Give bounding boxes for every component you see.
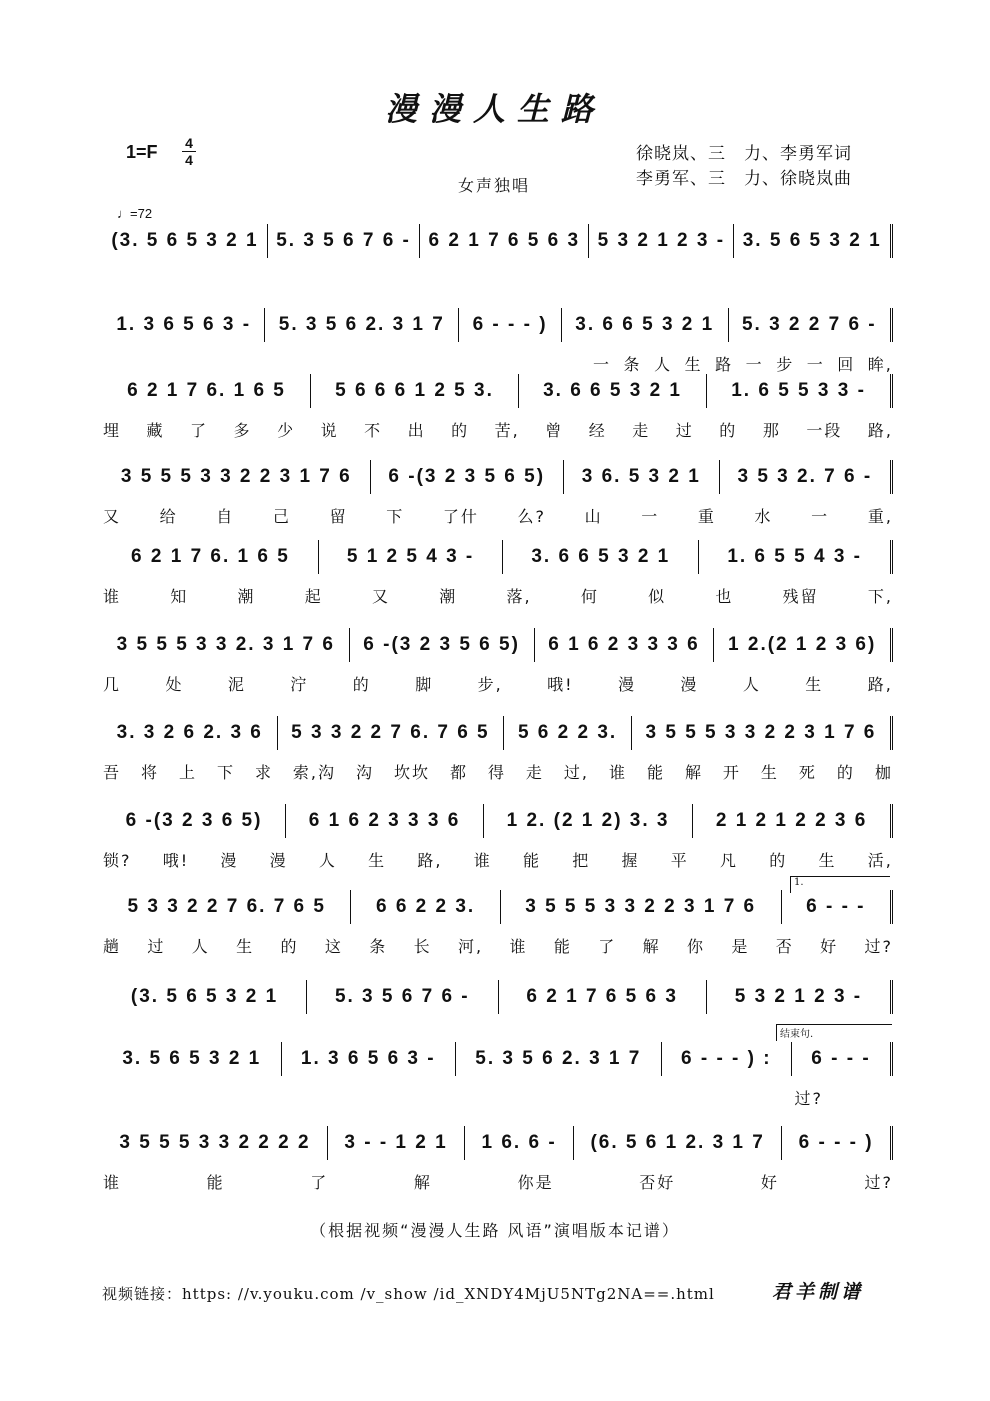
footnote: （根据视频“漫漫人生路 风语”演唱版本记谱） (310, 1221, 680, 1240)
notation-line (103, 226, 893, 256)
measure: 1 6. 6 - (465, 1126, 574, 1160)
lyric-syllable: 生 (368, 851, 387, 870)
lyric-syllable: 上 (178, 763, 197, 782)
lyric-line (103, 848, 893, 870)
lyric-syllable: 是 (731, 937, 750, 956)
lyric-syllable: 留 (329, 507, 348, 526)
lyric-syllable: 你是 (517, 1173, 554, 1192)
lyric-syllable: 己 (272, 507, 291, 526)
measure: 3. 5 6 5 3 2 1 (734, 224, 893, 258)
lyric-syllable: 步, (477, 675, 503, 694)
lyric-syllable: 少 (277, 421, 296, 440)
notation-line (103, 806, 893, 836)
lyric-syllable: 谁 (473, 851, 492, 870)
measure: 6 6 2 2 3. (351, 890, 500, 924)
lyric-syllable: 了 (598, 937, 617, 956)
measure: 1. 6 5 5 4 3 - (699, 540, 893, 574)
lyric-syllable: 出 (407, 421, 426, 440)
lyric-syllable: 解 (413, 1173, 432, 1192)
measure: 6 -(3 2 3 5 6 5) (350, 628, 535, 662)
lyric-syllable: 能 (522, 851, 541, 870)
lyric-syllable: 将 (140, 763, 159, 782)
lyric-syllable: 重, (867, 507, 893, 526)
measure: 6 2 1 7 6. 1 6 5 (103, 374, 311, 408)
lyric-syllable: 一 (806, 355, 825, 374)
staff-system (103, 376, 893, 440)
lyric-syllable: 否好 (639, 1173, 676, 1192)
lyric-line (103, 418, 893, 440)
lyric-syllable: 了什 (442, 507, 479, 526)
staff-system (103, 1044, 893, 1108)
lyric-syllable: 泞 (290, 675, 309, 694)
measure: 5 6 2 2 3. (504, 716, 632, 750)
measure: 6 2 1 7 6 5 6 3 (420, 224, 589, 258)
lyric-syllable: 苦, (494, 421, 520, 440)
lyric-syllable: 凡 (719, 851, 738, 870)
lyric-syllable: 的 (719, 421, 738, 440)
measure: 6 - - - ) : (662, 1042, 792, 1076)
lyric-syllable: 了 (310, 1173, 329, 1192)
time-signature-top: 4 (185, 135, 193, 151)
lyric-syllable: 谁 (103, 1173, 122, 1192)
staff-system (103, 226, 893, 286)
lyric-syllable: 下 (386, 507, 405, 526)
lyric-line (103, 760, 893, 782)
measure: 5. 3 2 2 7 6 - (729, 308, 893, 342)
lyric-line (103, 352, 893, 374)
lyric-syllable: 一 (745, 355, 764, 374)
lyric-syllable: 把 (572, 851, 591, 870)
tempo-marking: ♩=72 (117, 206, 153, 221)
lyric-line (103, 672, 893, 694)
lyric-syllable: 能 (206, 1173, 225, 1192)
lyric-syllable: 你 (686, 937, 705, 956)
final-ending-label: 结束句. (776, 1024, 892, 1041)
lyric-syllable: 何 (580, 587, 599, 606)
lyric-syllable: 过? (794, 1089, 823, 1108)
lyric-syllable: 么? (517, 507, 546, 526)
lyric-syllable: 走 (632, 421, 651, 440)
measure: 5 3 2 1 2 3 - (589, 224, 734, 258)
lyric-syllable: 一段 (806, 421, 843, 440)
measure: 3. 6 6 5 3 2 1 (562, 308, 729, 342)
lyric-syllable: 了 (190, 421, 209, 440)
lyric-syllable: 几 (103, 675, 122, 694)
lyric-syllable: 过 (147, 937, 166, 956)
lyric-syllable: 条 (369, 937, 388, 956)
lyric-syllable: 坎坎 (393, 763, 430, 782)
staff-system (103, 542, 893, 606)
lyric-syllable: 漫 (617, 675, 636, 694)
key-signature: 1=F (126, 142, 158, 162)
measure: 1 2. (2 1 2) 3. 3 (484, 804, 693, 838)
measure: 5. 3 5 6 7 6 - (307, 980, 498, 1014)
lyric-syllable: 好 (760, 1173, 779, 1192)
lyric-syllable: 山 (584, 507, 603, 526)
lyric-syllable: 这 (324, 937, 343, 956)
staff-system (103, 718, 893, 782)
lyric-syllable: 脚 (415, 675, 434, 694)
lyric-syllable: 路 (715, 355, 734, 374)
measure: 3 5 5 5 3 3 2 2 3 1 7 6 (632, 716, 893, 750)
lyric-syllable: 说 (320, 421, 339, 440)
measure: 5 3 2 1 2 3 - (707, 980, 893, 1014)
lyric-syllable: 回 (837, 355, 856, 374)
lyric-syllable: 一 (641, 507, 660, 526)
staff-system (103, 630, 893, 694)
measure: 6 2 1 7 6 5 6 3 (499, 980, 707, 1014)
lyric-syllable: 一 (593, 355, 612, 374)
lyric-syllable: 解 (684, 763, 703, 782)
lyric-syllable: 一 (811, 507, 830, 526)
lyric-syllable: 生 (805, 675, 824, 694)
notation-line (103, 1044, 893, 1074)
lyric-syllable: 条 (623, 355, 642, 374)
lyric-syllable: 的 (836, 763, 855, 782)
lyric-line (103, 584, 893, 606)
lyric-syllable: 能 (553, 937, 572, 956)
lyric-syllable: 知 (170, 587, 189, 606)
arranger-stamp: 君羊制谱 (772, 1281, 865, 1303)
measure: 5 1 2 5 4 3 - (319, 540, 503, 574)
lyric-syllable: 的 (451, 421, 470, 440)
measure: 3. 6 6 5 3 2 1 (519, 374, 707, 408)
lyric-syllable: 生 (818, 851, 837, 870)
measure: 3. 6 6 5 3 2 1 (503, 540, 699, 574)
measure: 5. 3 5 6 2. 3 1 7 (456, 1042, 662, 1076)
lyric-syllable: 潮 (237, 587, 256, 606)
measure: 6 -(3 2 3 6 5) (103, 804, 286, 838)
lyric-syllable: 人 (318, 851, 337, 870)
lyric-syllable: 埋 (103, 421, 122, 440)
lyric-syllable: 长 (413, 937, 432, 956)
lyric-syllable: 藏 (146, 421, 165, 440)
lyric-syllable: 漫 (269, 851, 288, 870)
lyric-syllable: 泥 (227, 675, 246, 694)
lyric-line (103, 504, 893, 526)
measure: 5. 3 5 6 7 6 - (268, 224, 420, 258)
lyric-syllable: 的 (769, 851, 788, 870)
lyric-syllable: 锁? (103, 851, 132, 870)
lyric-syllable: 自 (216, 507, 235, 526)
lyric-syllable: 重 (697, 507, 716, 526)
lyric-syllable: 枷 (874, 763, 893, 782)
lyric-syllable: 过, (563, 763, 589, 782)
measure: 6 -(3 2 3 5 6 5) (371, 460, 564, 494)
song-title: 漫漫人生路 (384, 90, 605, 128)
lyric-syllable: 开 (722, 763, 741, 782)
measure: 3 5 5 5 3 3 2 2 3 1 7 6 (501, 890, 782, 924)
lyric-syllable: 下 (216, 763, 235, 782)
lyric-syllable: 多 (233, 421, 252, 440)
measure: 1. 3 6 5 6 3 - (282, 1042, 456, 1076)
staff-system (103, 806, 893, 870)
lyric-syllable: 谁 (103, 587, 122, 606)
notation-line (103, 310, 893, 340)
lyric-syllable: 漫 (680, 675, 699, 694)
measure: 3 5 5 5 3 3 2 2 2 2 (103, 1126, 328, 1160)
lyric-line (103, 934, 893, 956)
lyric-syllable: 人 (654, 355, 673, 374)
lyric-syllable: 似 (648, 587, 667, 606)
lyric-syllable: 的 (280, 937, 299, 956)
notation-line (103, 892, 893, 922)
notation-line (103, 718, 893, 748)
lyric-syllable: 解 (642, 937, 661, 956)
time-signature (182, 136, 196, 167)
lyric-syllable: 过? (864, 1173, 893, 1192)
measure: 6 - - - ) (459, 308, 562, 342)
lyric-syllable: 曾 (545, 421, 564, 440)
lyric-syllable: 都 (449, 763, 468, 782)
lyric-syllable: 吾 (103, 763, 122, 782)
lyric-syllable: 握 (621, 851, 640, 870)
lyric-syllable: 活, (867, 851, 893, 870)
lyric-syllable: 谁 (608, 763, 627, 782)
lyric-syllable: 的 (352, 675, 371, 694)
measure: (3. 5 6 5 3 2 1 (103, 980, 307, 1014)
lyric-syllable: 眸, (867, 355, 893, 374)
lyric-syllable: 也 (715, 587, 734, 606)
lyric-syllable: 好 (820, 937, 839, 956)
measure: (6. 5 6 1 2. 3 1 7 (574, 1126, 782, 1160)
lyric-syllable: 生 (236, 937, 255, 956)
lyric-syllable: 人 (191, 937, 210, 956)
measure: 5 6 6 6 1 2 5 3. (311, 374, 519, 408)
measure: 5 3 3 2 2 7 6. 7 6 5 (278, 716, 505, 750)
notation-line (103, 462, 893, 492)
measure: 3 - - 1 2 1 (328, 1126, 465, 1160)
lyric-syllable: 谁 (509, 937, 528, 956)
measure: 3. 3 2 6 2. 3 6 (103, 716, 278, 750)
lyric-syllable: 得 (487, 763, 506, 782)
lyric-syllable: 漫 (220, 851, 239, 870)
lyric-syllable: 路, (867, 421, 893, 440)
lyric-syllable: 路, (867, 675, 893, 694)
staff-system (103, 462, 893, 526)
time-signature-bottom: 4 (185, 152, 193, 168)
lyric-syllable: 过? (864, 937, 893, 956)
lyric-syllable: 经 (588, 421, 607, 440)
lyric-syllable: 起 (304, 587, 323, 606)
lyric-syllable: 人 (742, 675, 761, 694)
lyric-line (103, 1170, 893, 1192)
lyric-syllable: 索,沟 (292, 763, 337, 782)
measure: 6 - - - (792, 1042, 893, 1076)
lyricists: 徐晓岚、三 力、李勇军词 (636, 144, 852, 164)
measure: 3 5 5 5 3 3 2. 3 1 7 6 (103, 628, 350, 662)
measure: 3 6. 5 3 2 1 (564, 460, 720, 494)
measure: 3 5 3 2. 7 6 - (720, 460, 893, 494)
measure: 2 1 2 1 2 2 3 6 (693, 804, 893, 838)
voice-type: 女声独唱 (458, 176, 531, 195)
lyric-syllable: 走 (525, 763, 544, 782)
notation-line (103, 542, 893, 572)
lyric-syllable: 死 (798, 763, 817, 782)
lyric-syllable: 哦! (547, 675, 574, 694)
lyric-syllable: 沟 (355, 763, 374, 782)
measure: 5 3 3 2 2 7 6. 7 6 5 (103, 890, 351, 924)
lyric-syllable: 过 (675, 421, 694, 440)
credits (636, 142, 852, 192)
measure: 1 2.(2 1 2 3 6) (714, 628, 893, 662)
lyric-syllable: 处 (165, 675, 184, 694)
lyric-syllable: 潮 (439, 587, 458, 606)
video-link[interactable]: 视频链接：https: //v.youku.com /v_show /id_XNDY4MjU5NTg2NA==.html (102, 1285, 715, 1303)
lyric-syllable: 平 (670, 851, 689, 870)
lyric-syllable: 能 (646, 763, 665, 782)
lyric-syllable: 又 (372, 587, 391, 606)
first-ending-label: 1. (790, 876, 890, 893)
measure: 6 1 6 2 3 3 3 6 (286, 804, 484, 838)
notation-line (103, 376, 893, 406)
lyric-syllable: 河, (458, 937, 484, 956)
lyric-syllable: 生 (684, 355, 703, 374)
lyric-syllable: 不 (364, 421, 383, 440)
composers: 李勇军、三 力、徐晓岚曲 (636, 169, 852, 189)
notation-line (103, 982, 893, 1012)
measure: 6 2 1 7 6. 1 6 5 (103, 540, 319, 574)
staff-system (103, 1128, 893, 1192)
lyric-syllable: 下, (867, 587, 893, 606)
measure: 5. 3 5 6 2. 3 1 7 (265, 308, 459, 342)
lyric-line (103, 1086, 893, 1108)
lyric-syllable: 否 (775, 937, 794, 956)
lyric-syllable: 水 (754, 507, 773, 526)
staff-system (103, 892, 893, 956)
staff-system (103, 982, 893, 1042)
lyric-syllable: 求 (254, 763, 273, 782)
lyric-syllable: 那 (762, 421, 781, 440)
measure: 1. 6 5 5 3 3 - (707, 374, 893, 408)
lyric-syllable: 哦! (162, 851, 190, 870)
measure: 6 - - - (782, 890, 893, 924)
lyric-syllable: 落, (506, 587, 532, 606)
lyric-syllable: 残留 (782, 587, 819, 606)
lyric-syllable: 步 (776, 355, 795, 374)
notation-line (103, 630, 893, 660)
measure: (3. 5 6 5 3 2 1 (103, 224, 268, 258)
measure: 6 1 6 2 3 3 3 6 (535, 628, 715, 662)
staff-system (103, 310, 893, 374)
lyric-syllable: 给 (159, 507, 178, 526)
lyric-syllable: 趟 (103, 937, 122, 956)
notation-line (103, 1128, 893, 1158)
measure: 1. 3 6 5 6 3 - (103, 308, 265, 342)
measure: 3 5 5 5 3 3 2 2 3 1 7 6 (103, 460, 371, 494)
lyric-syllable: 生 (760, 763, 779, 782)
measure: 6 - - - ) (782, 1126, 893, 1160)
lyric-syllable: 又 (103, 507, 122, 526)
measure: 3. 5 6 5 3 2 1 (103, 1042, 282, 1076)
lyric-syllable: 路, (417, 851, 443, 870)
